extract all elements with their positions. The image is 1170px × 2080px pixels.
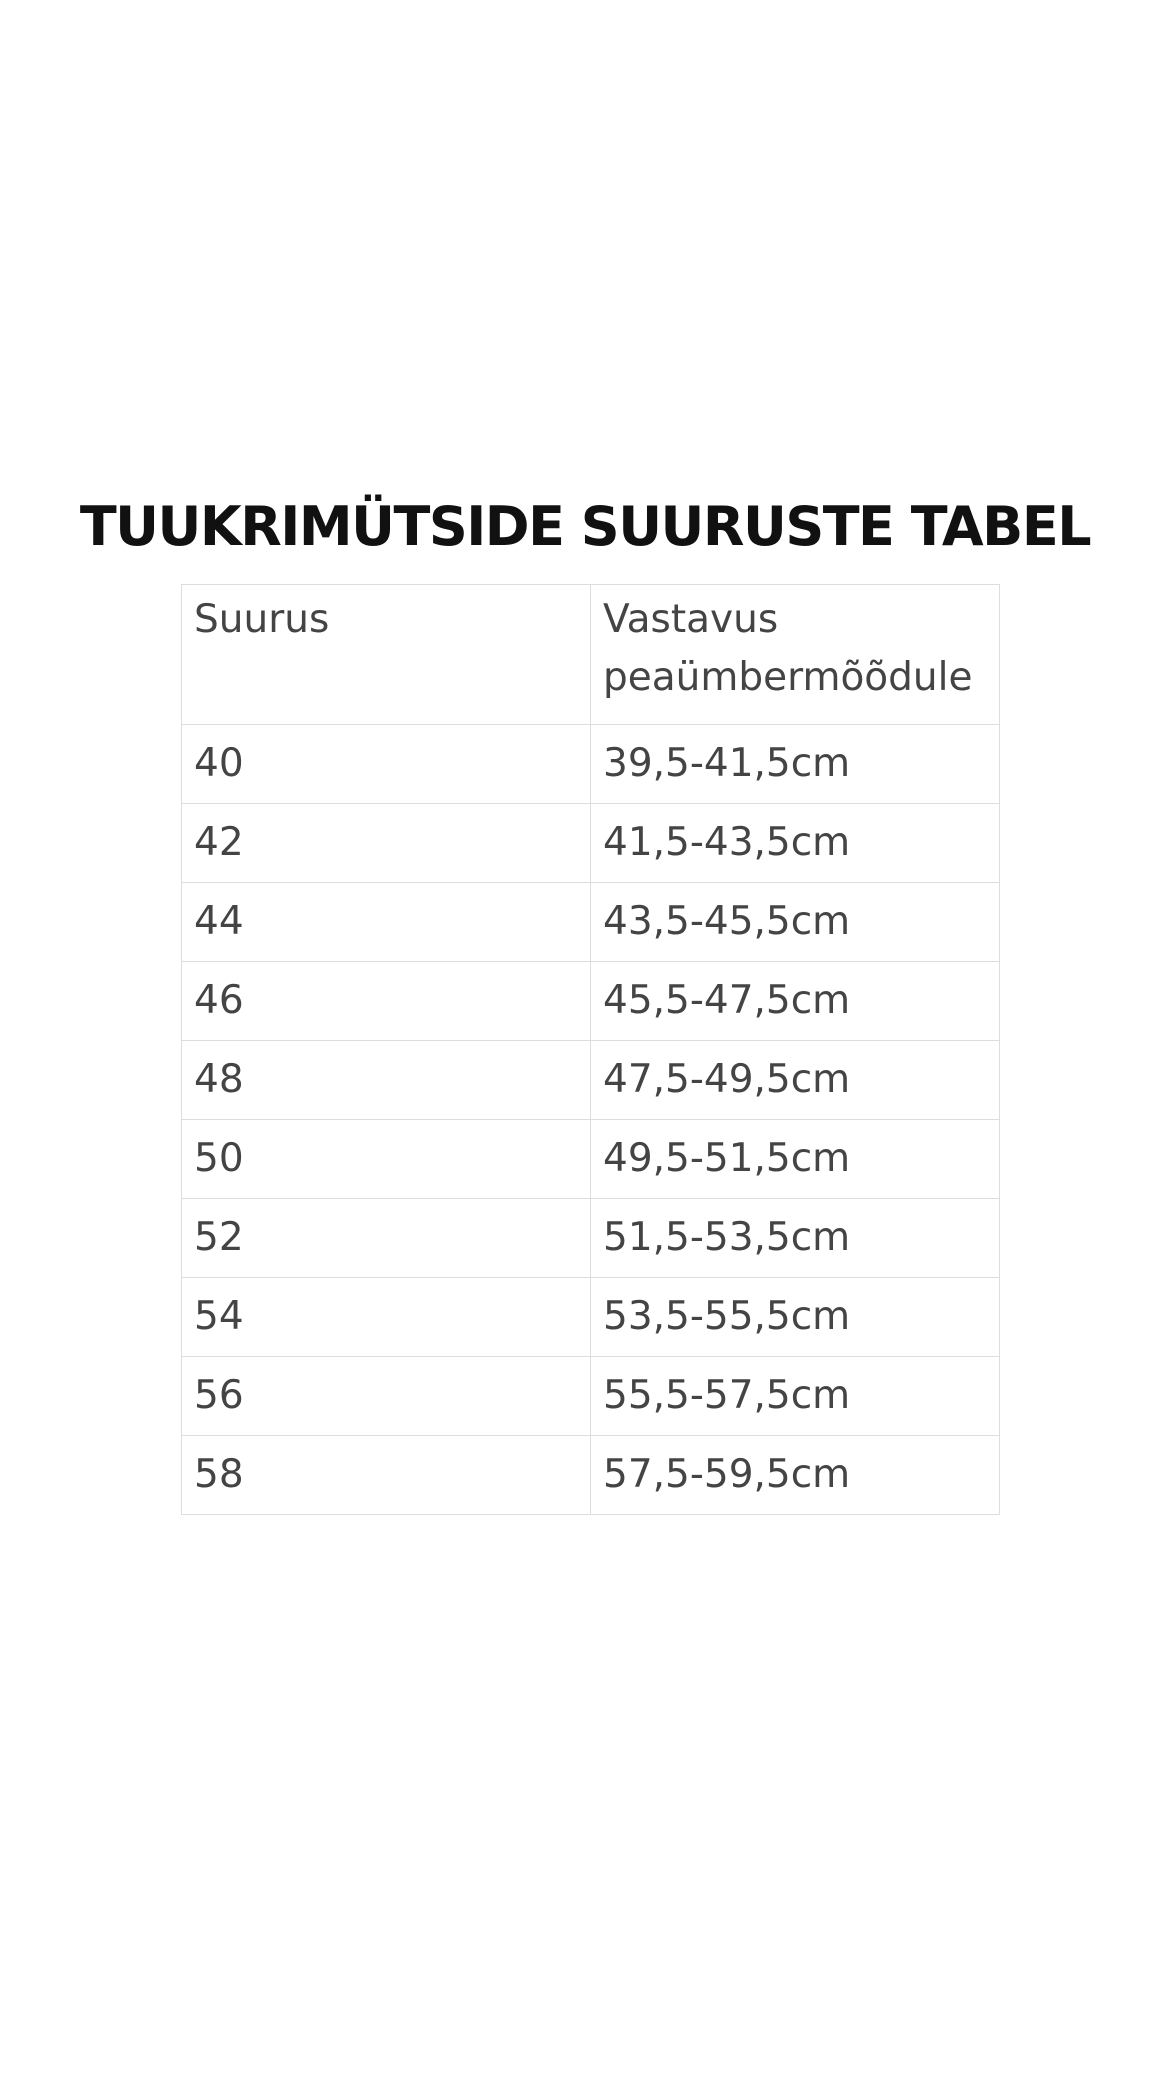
range-cell: 53,5-55,5cm [591, 1278, 1000, 1357]
table-row [182, 1120, 1000, 1199]
header-line-2: peaümbermõõdule [603, 655, 973, 700]
table-row [182, 804, 1000, 883]
range-cell: 57,5-59,5cm [591, 1436, 1000, 1515]
page-title: TUUKRIMÜTSIDE SUURUSTE TABEL [79, 495, 1091, 559]
size-cell: 50 [182, 1120, 591, 1199]
range-cell: 47,5-49,5cm [591, 1041, 1000, 1120]
table-row [182, 962, 1000, 1041]
range-cell: 49,5-51,5cm [591, 1120, 1000, 1199]
table-row [182, 1199, 1000, 1278]
size-cell: 52 [182, 1199, 591, 1278]
range-cell: 55,5-57,5cm [591, 1357, 1000, 1436]
size-cell: 46 [182, 962, 591, 1041]
size-cell: 54 [182, 1278, 591, 1357]
head-circumference-column-header [591, 585, 1000, 725]
table-row [182, 883, 1000, 962]
table-row [182, 725, 1000, 804]
range-cell: 41,5-43,5cm [591, 804, 1000, 883]
table-row [182, 1278, 1000, 1357]
size-column-header: Suurus [182, 585, 591, 725]
range-cell: 39,5-41,5cm [591, 725, 1000, 804]
table-header [182, 585, 1000, 725]
size-cell: 44 [182, 883, 591, 962]
table-row [182, 1357, 1000, 1436]
table-header-row [182, 585, 1000, 725]
table-body [182, 725, 1000, 1515]
range-cell: 51,5-53,5cm [591, 1199, 1000, 1278]
size-cell: 40 [182, 725, 591, 804]
range-cell: 45,5-47,5cm [591, 962, 1000, 1041]
size-cell: 56 [182, 1357, 591, 1436]
range-cell: 43,5-45,5cm [591, 883, 1000, 962]
table-row [182, 1041, 1000, 1120]
size-cell: 42 [182, 804, 591, 883]
size-cell: 48 [182, 1041, 591, 1120]
header-line-1: Vastavus [603, 597, 779, 642]
size-cell: 58 [182, 1436, 591, 1515]
table-row [182, 1436, 1000, 1515]
size-table [181, 584, 1000, 1515]
